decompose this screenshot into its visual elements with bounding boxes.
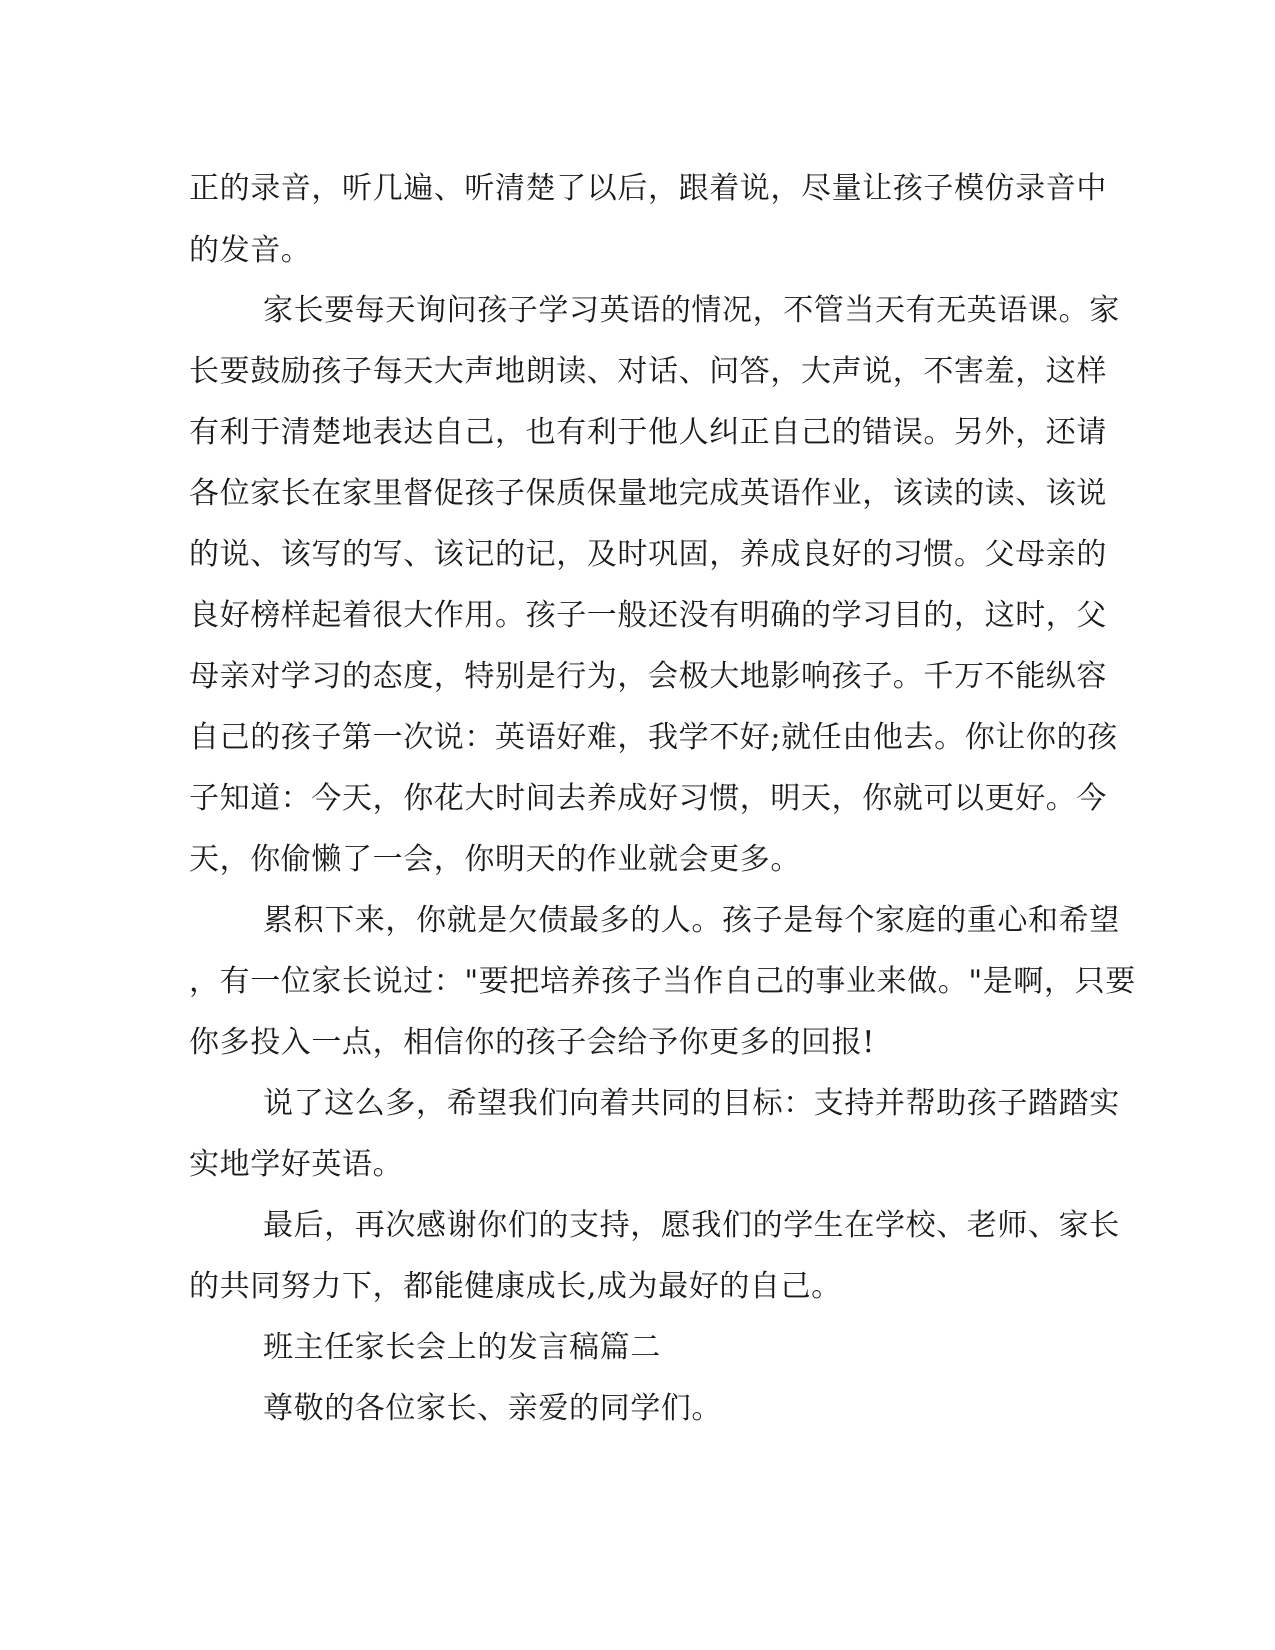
section-heading: 班主任家长会上的发言稿篇二 — [263, 1330, 661, 1365]
text-line: 实地学好英语。 — [189, 1147, 404, 1182]
text-line: 的共同努力下，都能健康成长,成为最好的自己。 — [189, 1269, 842, 1304]
text-line: 子知道：今天，你花大时间去养成好习惯，明天，你就可以更好。今 — [189, 781, 1107, 816]
text-line: 你多投入一点，相信你的孩子会给予你更多的回报! — [189, 1025, 875, 1060]
text-line: 有利于清楚地表达自己，也有利于他人纠正自己的错误。另外，还请 — [189, 415, 1107, 450]
text-line: 天，你偷懒了一会，你明天的作业就会更多。 — [189, 842, 801, 877]
text-line: 说了这么多，希望我们向着共同的目标：支持并帮助孩子踏踏实 — [263, 1086, 1120, 1121]
text-line: 良好榜样起着很大作用。孩子一般还没有明确的学习目的，这时，父 — [189, 598, 1107, 633]
text-line: 各位家长在家里督促孩子保质保量地完成英语作业，该读的读、该说 — [189, 476, 1107, 511]
text-line: 正的录音，听几遍、听清楚了以后，跟着说，尽量让孩子模仿录音中 — [189, 171, 1107, 206]
text-line: 累积下来，你就是欠债最多的人。孩子是每个家庭的重心和希望 — [263, 903, 1120, 938]
text-line: 长要鼓励孩子每天大声地朗读、对话、问答，大声说，不害羞，这样 — [189, 354, 1107, 389]
text-line: 自己的孩子第一次说：英语好难，我学不好;就任由他去。你让你的孩 — [189, 720, 1118, 755]
salutation: 尊敬的各位家长、亲爱的同学们。 — [263, 1391, 722, 1426]
text-line: 最后，再次感谢你们的支持，愿我们的学生在学校、老师、家长 — [263, 1208, 1120, 1243]
text-line: 家长要每天询问孩子学习英语的情况，不管当天有无英语课。家 — [263, 293, 1120, 328]
text-line: 的发音。 — [189, 233, 312, 268]
text-line: 母亲对学习的态度，特别是行为，会极大地影响孩子。千万不能纵容 — [189, 659, 1107, 694]
text-line: 的说、该写的写、该记的记，及时巩固，养成良好的习惯。父母亲的 — [189, 537, 1107, 572]
text-line: ，有一位家长说过："要把培养孩子当作自己的事业来做。"是啊，只要 — [189, 964, 1136, 999]
